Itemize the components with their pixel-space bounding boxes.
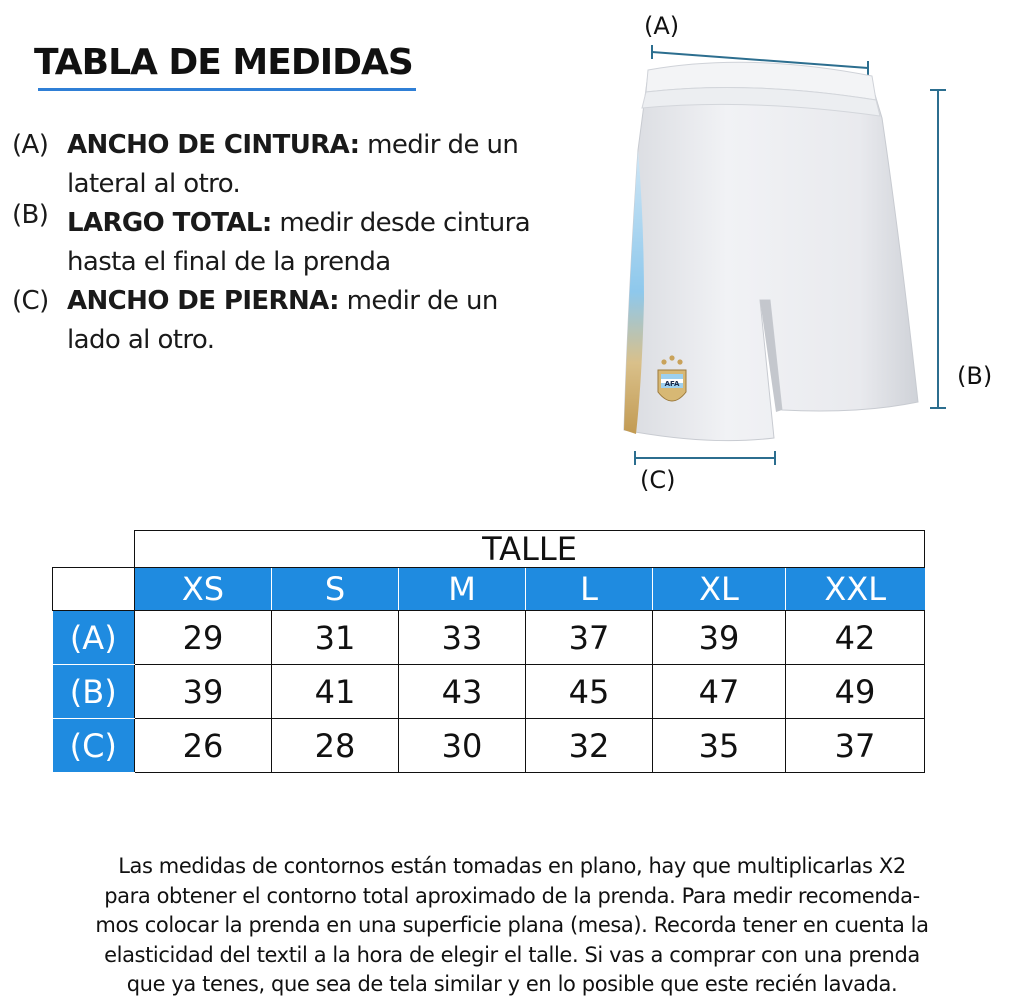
measurement-instructions: [0, 126, 580, 366]
title-underline: [38, 88, 416, 91]
dimension-label-c: (C): [640, 466, 676, 494]
size-header: XL: [653, 568, 786, 611]
note-line: para obtener el contorno total aproximado de la prenda. Para medir recomenda-: [104, 883, 920, 908]
table-cell: 31: [272, 611, 399, 665]
table-blank-cell: [53, 531, 135, 568]
table-cell: 42: [786, 611, 925, 665]
note-line: Las medidas de contornos están tomadas en plano, hay que multiplicarlas X2: [118, 854, 906, 878]
shorts-diagram: [600, 0, 1024, 500]
note-line: elasticidad del textil a la hora de elegir el talle. Si vas a comprar con una prenda: [104, 942, 920, 967]
table-cell: 49: [786, 665, 925, 719]
table-row: [53, 665, 925, 719]
table-cell: 28: [272, 719, 399, 773]
table-cell: 43: [399, 665, 526, 719]
table-cell: 30: [399, 719, 526, 773]
table-cell: 45: [526, 665, 653, 719]
table-cell: 41: [272, 665, 399, 719]
table-cell: 32: [526, 719, 653, 773]
note-line: que ya tenes, que sea de tela similar y en lo posible que este recién lavada.: [126, 972, 898, 996]
dimension-label-a: (A): [644, 12, 680, 40]
row-label: (A): [53, 611, 135, 665]
size-header: XXL: [786, 568, 925, 611]
instruction-desc: medir desde cintura hasta el final de la prenda: [67, 208, 531, 277]
instruction-term: ANCHO DE PIERNA:: [67, 286, 339, 316]
size-chart-table: [52, 530, 925, 773]
instruction-desc: medir de un lado al otro.: [67, 286, 498, 355]
measurement-note: [40, 852, 984, 1000]
page-title: TABLA DE MEDIDAS: [34, 42, 413, 83]
dimension-label-b: (B): [957, 362, 993, 390]
table-cell: 39: [135, 665, 272, 719]
note-line: mos colocar la prenda en una superficie plana (mesa). Recorda tener en cuenta la: [95, 913, 929, 937]
table-corner-cell: [53, 568, 135, 611]
table-cell: 26: [135, 719, 272, 773]
shorts-illustration: [600, 0, 1024, 500]
dimension-line-c: [635, 451, 775, 465]
size-header: L: [526, 568, 653, 611]
size-header: M: [399, 568, 526, 611]
table-cell: 47: [653, 665, 786, 719]
table-group-header-row: [53, 531, 925, 568]
shorts-body: [624, 62, 918, 440]
dimension-line-b: [930, 90, 946, 408]
size-header: XS: [135, 568, 272, 611]
crest-text: AFA: [664, 380, 680, 388]
instruction-label: (A): [12, 130, 49, 160]
row-label: (C): [53, 719, 135, 773]
size-header: S: [272, 568, 399, 611]
instruction-desc: medir de un lateral al otro.: [67, 130, 519, 199]
instruction-label: (B): [12, 200, 49, 230]
table-cell: 37: [786, 719, 925, 773]
instruction-label: (C): [12, 286, 49, 316]
table-cell: 35: [653, 719, 786, 773]
talle-header: TALLE: [135, 531, 925, 568]
row-label: (B): [53, 665, 135, 719]
table-cell: 37: [526, 611, 653, 665]
table-cell: 39: [653, 611, 786, 665]
table-cell: 33: [399, 611, 526, 665]
table-size-header-row: [53, 568, 925, 611]
table-cell: 29: [135, 611, 272, 665]
table-row: [53, 719, 925, 773]
table-row: [53, 611, 925, 665]
instruction-term: ANCHO DE CINTURA:: [67, 130, 360, 160]
instruction-term: LARGO TOTAL:: [67, 208, 272, 238]
